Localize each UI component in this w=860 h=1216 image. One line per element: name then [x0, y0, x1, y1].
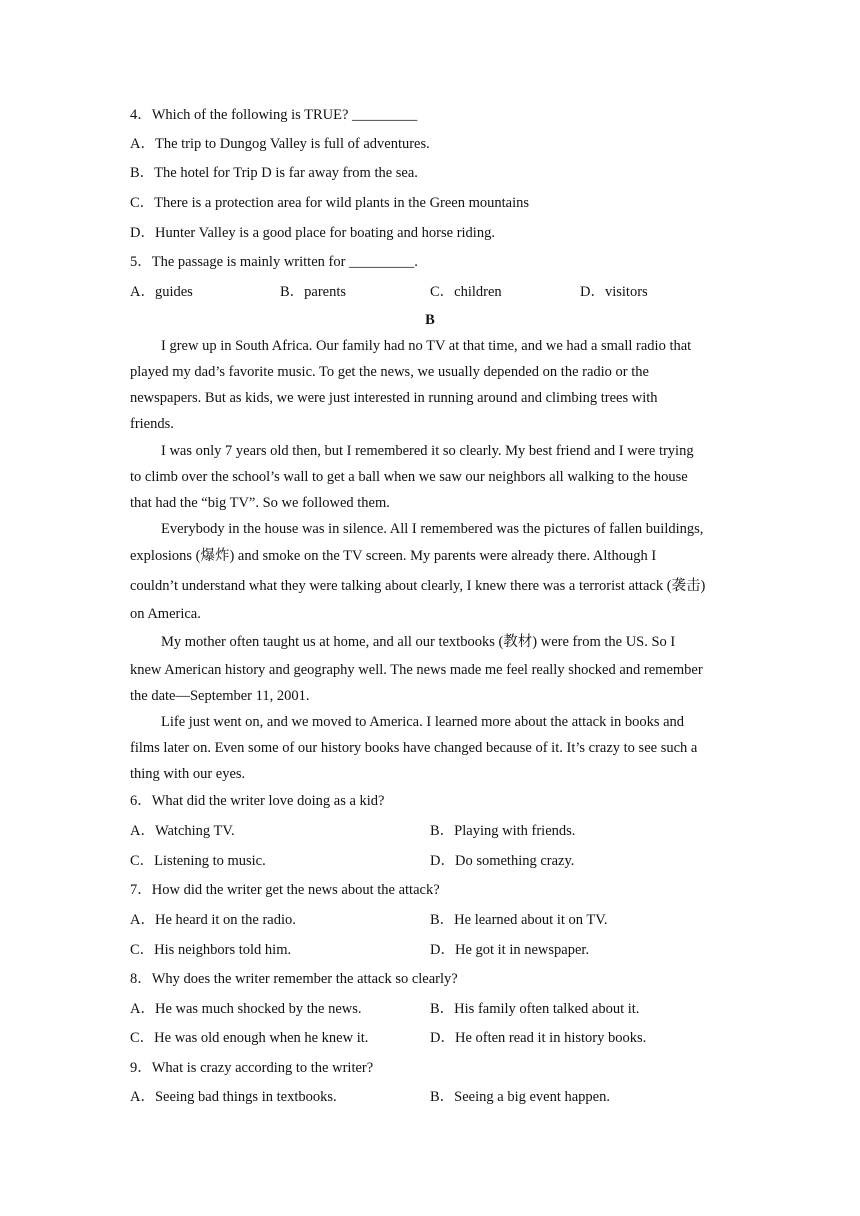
question-8-option-b: B．His family often talked about it.: [430, 1001, 640, 1017]
passage-line: friends.: [130, 416, 174, 432]
question-5-stem: 5．The passage is mainly written for _________.: [130, 254, 418, 270]
passage-line: to climb over the school’s wall to get a ball when we saw our neighbors all walking to the house: [130, 469, 688, 485]
question-4-option-d: D．Hunter Valley is a good place for boating and horse riding.: [130, 225, 495, 241]
question-6-option-b: B．Playing with friends.: [430, 823, 576, 839]
passage-line: Life just went on, and we moved to America. I learned more about the attack in books and: [161, 714, 685, 730]
question-4-stem: 4．Which of the following is TRUE? _________: [130, 107, 418, 123]
question-8-option-a: A．He was much shocked by the news.: [130, 1001, 362, 1017]
passage-line: on America.: [130, 606, 201, 622]
passage-line: that had the “big TV”. So we followed them.: [130, 495, 390, 511]
passage-line: newspapers. But as kids, we were just interested in running around and climbing trees with: [130, 390, 658, 406]
question-4-option-c: C．There is a protection area for wild plants in the Green mountains: [130, 195, 530, 211]
question-8-stem: 8．Why does the writer remember the attack so clearly?: [130, 971, 458, 987]
passage-line: knew American history and geography well. The news made me feel really shocked and remember: [130, 662, 703, 678]
question-5-option-b: B．parents: [280, 284, 347, 300]
question-9-stem: 9．What is crazy according to the writer?: [130, 1060, 374, 1076]
passage-line: I grew up in South Africa. Our family had no TV at that time, and we had a small radio that: [161, 338, 692, 354]
question-6-option-a: A．Watching TV.: [130, 823, 235, 839]
question-5-option-a: A．guides: [130, 284, 193, 300]
question-8-option-d: D．He often read it in history books.: [430, 1030, 647, 1046]
passage-line: played my dad’s favorite music. To get the news, we usually depended on the radio or the: [130, 364, 649, 380]
question-7-option-c: C．His neighbors told him.: [130, 942, 292, 958]
passage-line: films later on. Even some of our history books have changed because of it. It’s crazy to see such a: [130, 740, 698, 756]
passage-line: couldn’t understand what they were talking about clearly, I knew there was a terrorist attack (袭击): [130, 578, 706, 594]
passage-line: I was only 7 years old then, but I remembered it so clearly. My best friend and I were trying: [161, 443, 694, 459]
question-6-stem: 6．What did the writer love doing as a kid?: [130, 793, 385, 809]
passage-line: thing with our eyes.: [130, 766, 246, 782]
question-5-option-d: D．visitors: [580, 284, 648, 300]
question-4-option-b: B．The hotel for Trip D is far away from the sea.: [130, 165, 418, 181]
question-9-option-b: B．Seeing a big event happen.: [430, 1089, 610, 1105]
question-9-option-a: A．Seeing bad things in textbooks.: [130, 1089, 337, 1105]
question-5-option-c: C．children: [430, 284, 502, 300]
question-6-option-c: C．Listening to music.: [130, 853, 266, 869]
question-7-stem: 7．How did the writer get the news about the attack?: [130, 882, 440, 898]
question-6-option-d: D．Do something crazy.: [430, 853, 575, 869]
question-7-option-a: A．He heard it on the radio.: [130, 912, 296, 928]
question-8-option-c: C．He was old enough when he knew it.: [130, 1030, 369, 1046]
question-4-option-a: A．The trip to Dungog Valley is full of adventures.: [130, 136, 430, 152]
passage-line: My mother often taught us at home, and all our textbooks (教材) were from the US. So I: [161, 634, 676, 650]
question-7-option-b: B．He learned about it on TV.: [430, 912, 608, 928]
passage-line: Everybody in the house was in silence. All I remembered was the pictures of fallen buildings,: [161, 521, 704, 537]
passage-line: explosions (爆炸) and smoke on the TV screen. My parents were already there. Although I: [130, 548, 657, 564]
passage-line: the date—September 11, 2001.: [130, 688, 310, 704]
question-7-option-d: D．He got it in newspaper.: [430, 942, 590, 958]
section-heading: B: [425, 312, 435, 328]
